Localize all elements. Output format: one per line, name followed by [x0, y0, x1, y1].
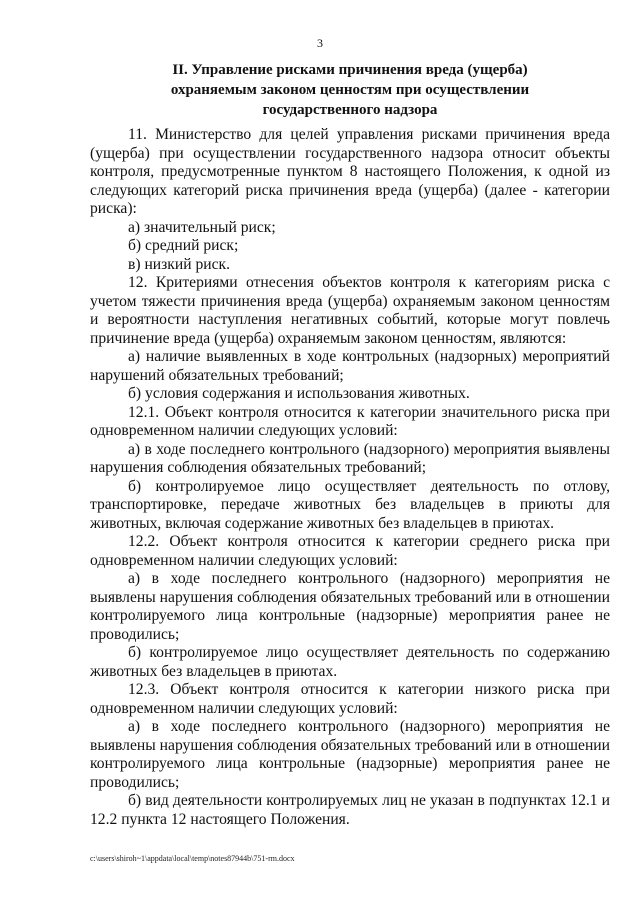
- section-title: [90, 60, 610, 120]
- paragraph-11: 11. Министерство для целей управления рисками причинения вреда (ущерба) при осуществлении государственного надзора относит объекты контроля, предусмотренные пунктом 8 настоящего Положения, к одной из следующих категорий риска причинения вреда (ущерба) (далее - категории риска):: [90, 126, 610, 217]
- section-title-line: охраняемым законом ценностям при осуществлении: [170, 82, 530, 98]
- condition-12-1-a: а) в ходе последнего контрольного (надзорного) мероприятия выявлены нарушения соблюдения обязательных требований;: [90, 440, 610, 476]
- condition-12-2-a: а) в ходе последнего контрольного (надзорного) мероприятия не выявлены нарушения соблюдения обязательных требований или в отношении контролируемого лица контрольные (надзорные) мероприятия ранее не проводились;: [90, 570, 610, 643]
- section-title-line: II. Управление рисками причинения вреда (ущерба): [172, 62, 528, 78]
- page-number: 3: [317, 36, 323, 50]
- criteria-item-a: а) наличие выявленных в ходе контрольных (надзорных) мероприятий нарушений обязательных требований;: [90, 348, 610, 384]
- paragraph-12-3: 12.3. Объект контроля относится к категории низкого риска при одновременном наличии следующих условий:: [90, 681, 610, 717]
- condition-12-1-b: б) контролируемое лицо осуществляет деятельность по отлову, транспортировке, передаче животных без владельцев в приюты для животных, включая содержание животных без владельцев в приютах.: [90, 477, 610, 532]
- document-body: [90, 126, 610, 829]
- paragraph-12-2: 12.2. Объект контроля относится к категории среднего риска при одновременном наличии следующих условий:: [90, 533, 610, 569]
- section-title-line: государственного надзора: [262, 102, 438, 118]
- condition-12-2-b: б) контролируемое лицо осуществляет деятельность по содержанию животных без владельцев в приютах.: [90, 644, 610, 680]
- paragraph-12: 12. Критериями отнесения объектов контроля к категориям риска с учетом тяжести причинения вреда (ущерба) охраняемым законом ценностям и вероятности наступления негативных событий, которые могут повлечь причинение вреда (ущерба) охраняемым законом ценностям, являются:: [90, 274, 610, 347]
- criteria-item-b: б) условия содержания и использования животных.: [128, 385, 470, 402]
- condition-12-3-a: а) в ходе последнего контрольного (надзорного) мероприятия не выявлены нарушения соблюдения обязательных требований или в отношении контролируемого лица контрольные (надзорные) мероприятия ранее не проводились;: [90, 718, 610, 791]
- footer-file-path: c:\users\shiroh~1\appdata\local\temp\notes87944b\751-rm.docx: [90, 854, 295, 863]
- paragraph-12-1: 12.1. Объект контроля относится к категории значительного риска при одновременном наличии следующих условий:: [90, 403, 610, 439]
- list-item-medium-risk: б) средний риск;: [128, 237, 239, 254]
- list-item-significant-risk: а) значительный риск;: [128, 218, 276, 236]
- condition-12-3-b: б) вид деятельности контролируемых лиц не указан в подпунктах 12.1 и 12.2 пункта 12 настоящего Положения.: [90, 792, 610, 828]
- list-item-low-risk: в) низкий риск.: [128, 255, 231, 273]
